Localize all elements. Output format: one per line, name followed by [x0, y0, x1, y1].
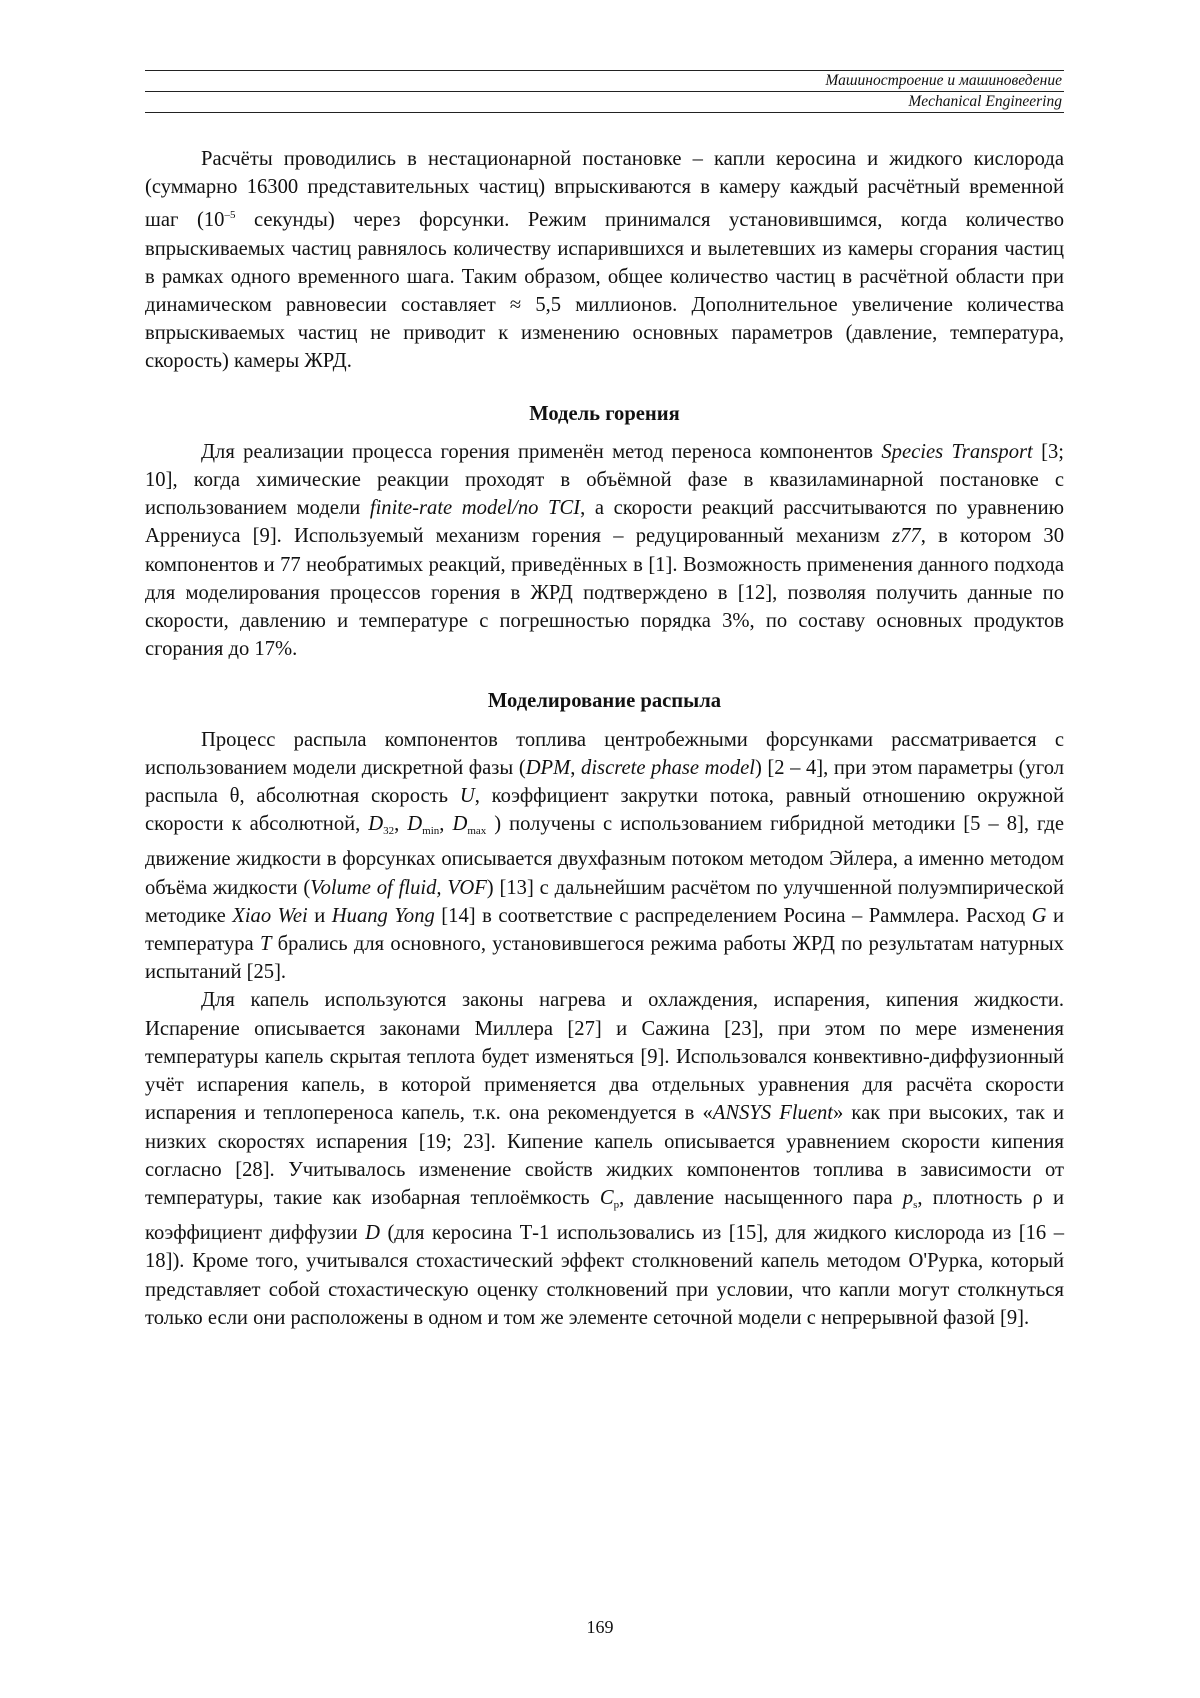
article-body	[145, 145, 1064, 1332]
symbol-Dmax: D	[452, 813, 468, 836]
header-rule-bottom	[145, 112, 1064, 113]
section-heading-spray-modeling: Моделирование распыла	[487, 690, 722, 713]
paragraph-combustion-model: Для реализации процесса горения применён метод переноса компонентов Species Transport [3; 10], когда химические реакции проходят в объёмной фазе в квазиламинарной постановке с использованием модели finite-rate model/no TCI, а скорости реакций рассчитываются по уравнению Аррениуса [9]. Используемый механизм горения – редуцированный механизм z77, в котором 30 компонентов и 77 необратимых реакций, приведённых в [1]. Возможность применения данного подхода для моделирования процессов горения в ЖРД подтверждено в [12], позволяя получить данные по скорости, давлению и температуре с погрешностью порядка 3%, по составу основных продуктов сгорания до 17%.	[145, 440, 1065, 661]
symbol-Dmin: D	[407, 813, 423, 836]
section-heading-combustion-model: Модель горения	[529, 402, 680, 425]
running-header	[145, 70, 1064, 113]
journal-title-ru: Машиностроение и машиноведение	[825, 72, 1062, 89]
symbol-ps: p	[902, 1186, 914, 1209]
paragraph-spray-model: Процесс распыла компонентов топлива центробежными форсунками рассматривается с использованием модели дискретной фазы (DPM, discrete phase model) [2 – 4], при этом параметры (угол распыла θ, абсолютная скорость U, коэффициент закрутки потока, равный отношению окружной скорости к абсолютной, $D_{32}$, $D_{min}$, $D_{max}$ ) получены с использованием гибридной методики [5 – 8], где движение жидкости в форсунках описывается двухфазным потоком методом Эйлера, а именно методом объёма жидкости (Volume of fluid, VOF) [13] с дальнейшим расчётом по улучшенной полуэмпирической методике Xiao Wei и Huang Yong [14] в соответствие с распределением Росина – Раммлера. Расход G и температура T брались для основного, установившегося режима работы ЖРД по результатам натурных испытаний [25].	[145, 728, 1065, 984]
symbol-D32: D	[368, 813, 384, 836]
symbol-Cp: C	[599, 1186, 614, 1209]
journal-title-en: Mechanical Engineering	[908, 93, 1062, 110]
paragraph-droplet-evaporation: Для капель используются законы нагрева и охлаждения, испарения, кипения жидкости. Испарение описывается законами Миллера [27] и Сажина [23], при этом по мере изменения температуры капель скрытая теплота будет изменяться [9]. Использовался конвективно-диффузионный учёт испарения капель, в которой применяется два отдельных уравнения для расчёта скорости испарения и теплопереноса капель, т.к. она рекомендуется в «ANSYS Fluent» как при высоких, так и низких скоростях испарения [19; 23]. Кипение капель описывается уравнением скорости кипения согласно [28]. Учитывалось изменение свойств жидких компонентов топлива в зависимости от температуры, такие как изобарная теплоёмкость $C_p$, давление насыщенного пара $p_s$, плотность ρ и коэффициент диффузии D (для керосина Т-1 использовались из [15], для жидкого кислорода из [16 – 18]). Кроме того, учитывался стохастический эффект столкновений капель методом О'Рурка, который представляет собой стохастическую оценку столкновений при условии, что капли могут столкнуться только если они расположены в одном и том же элементе сеточной модели с непрерывной фазой [9].	[145, 989, 1064, 1329]
page-number: 169	[586, 1617, 614, 1637]
exponent: –5	[224, 209, 236, 222]
paragraph-simulation-setup: Расчёты проводились в нестационарной постановке – капли керосина и жидкого кислорода (суммарно 16300 представительных частиц) впрыскиваются в камеру каждый расчётный временной шаг ($10^{-5}$ секунды) через форсунки. Режим принимался установившимся, когда количество впрыскиваемых частиц равнялось количеству испарившихся и вылетевших из камеры сгорания частиц в рамках одного временного шага. Таким образом, общее количество частиц в расчётной области при динамическом равновесии составляет ≈ 5,5 миллионов. Дополнительное увеличение количества впрыскиваемых частиц не приводит к изменению основных параметров (давление, температура, скорость) камеры ЖРД.	[145, 148, 1065, 373]
